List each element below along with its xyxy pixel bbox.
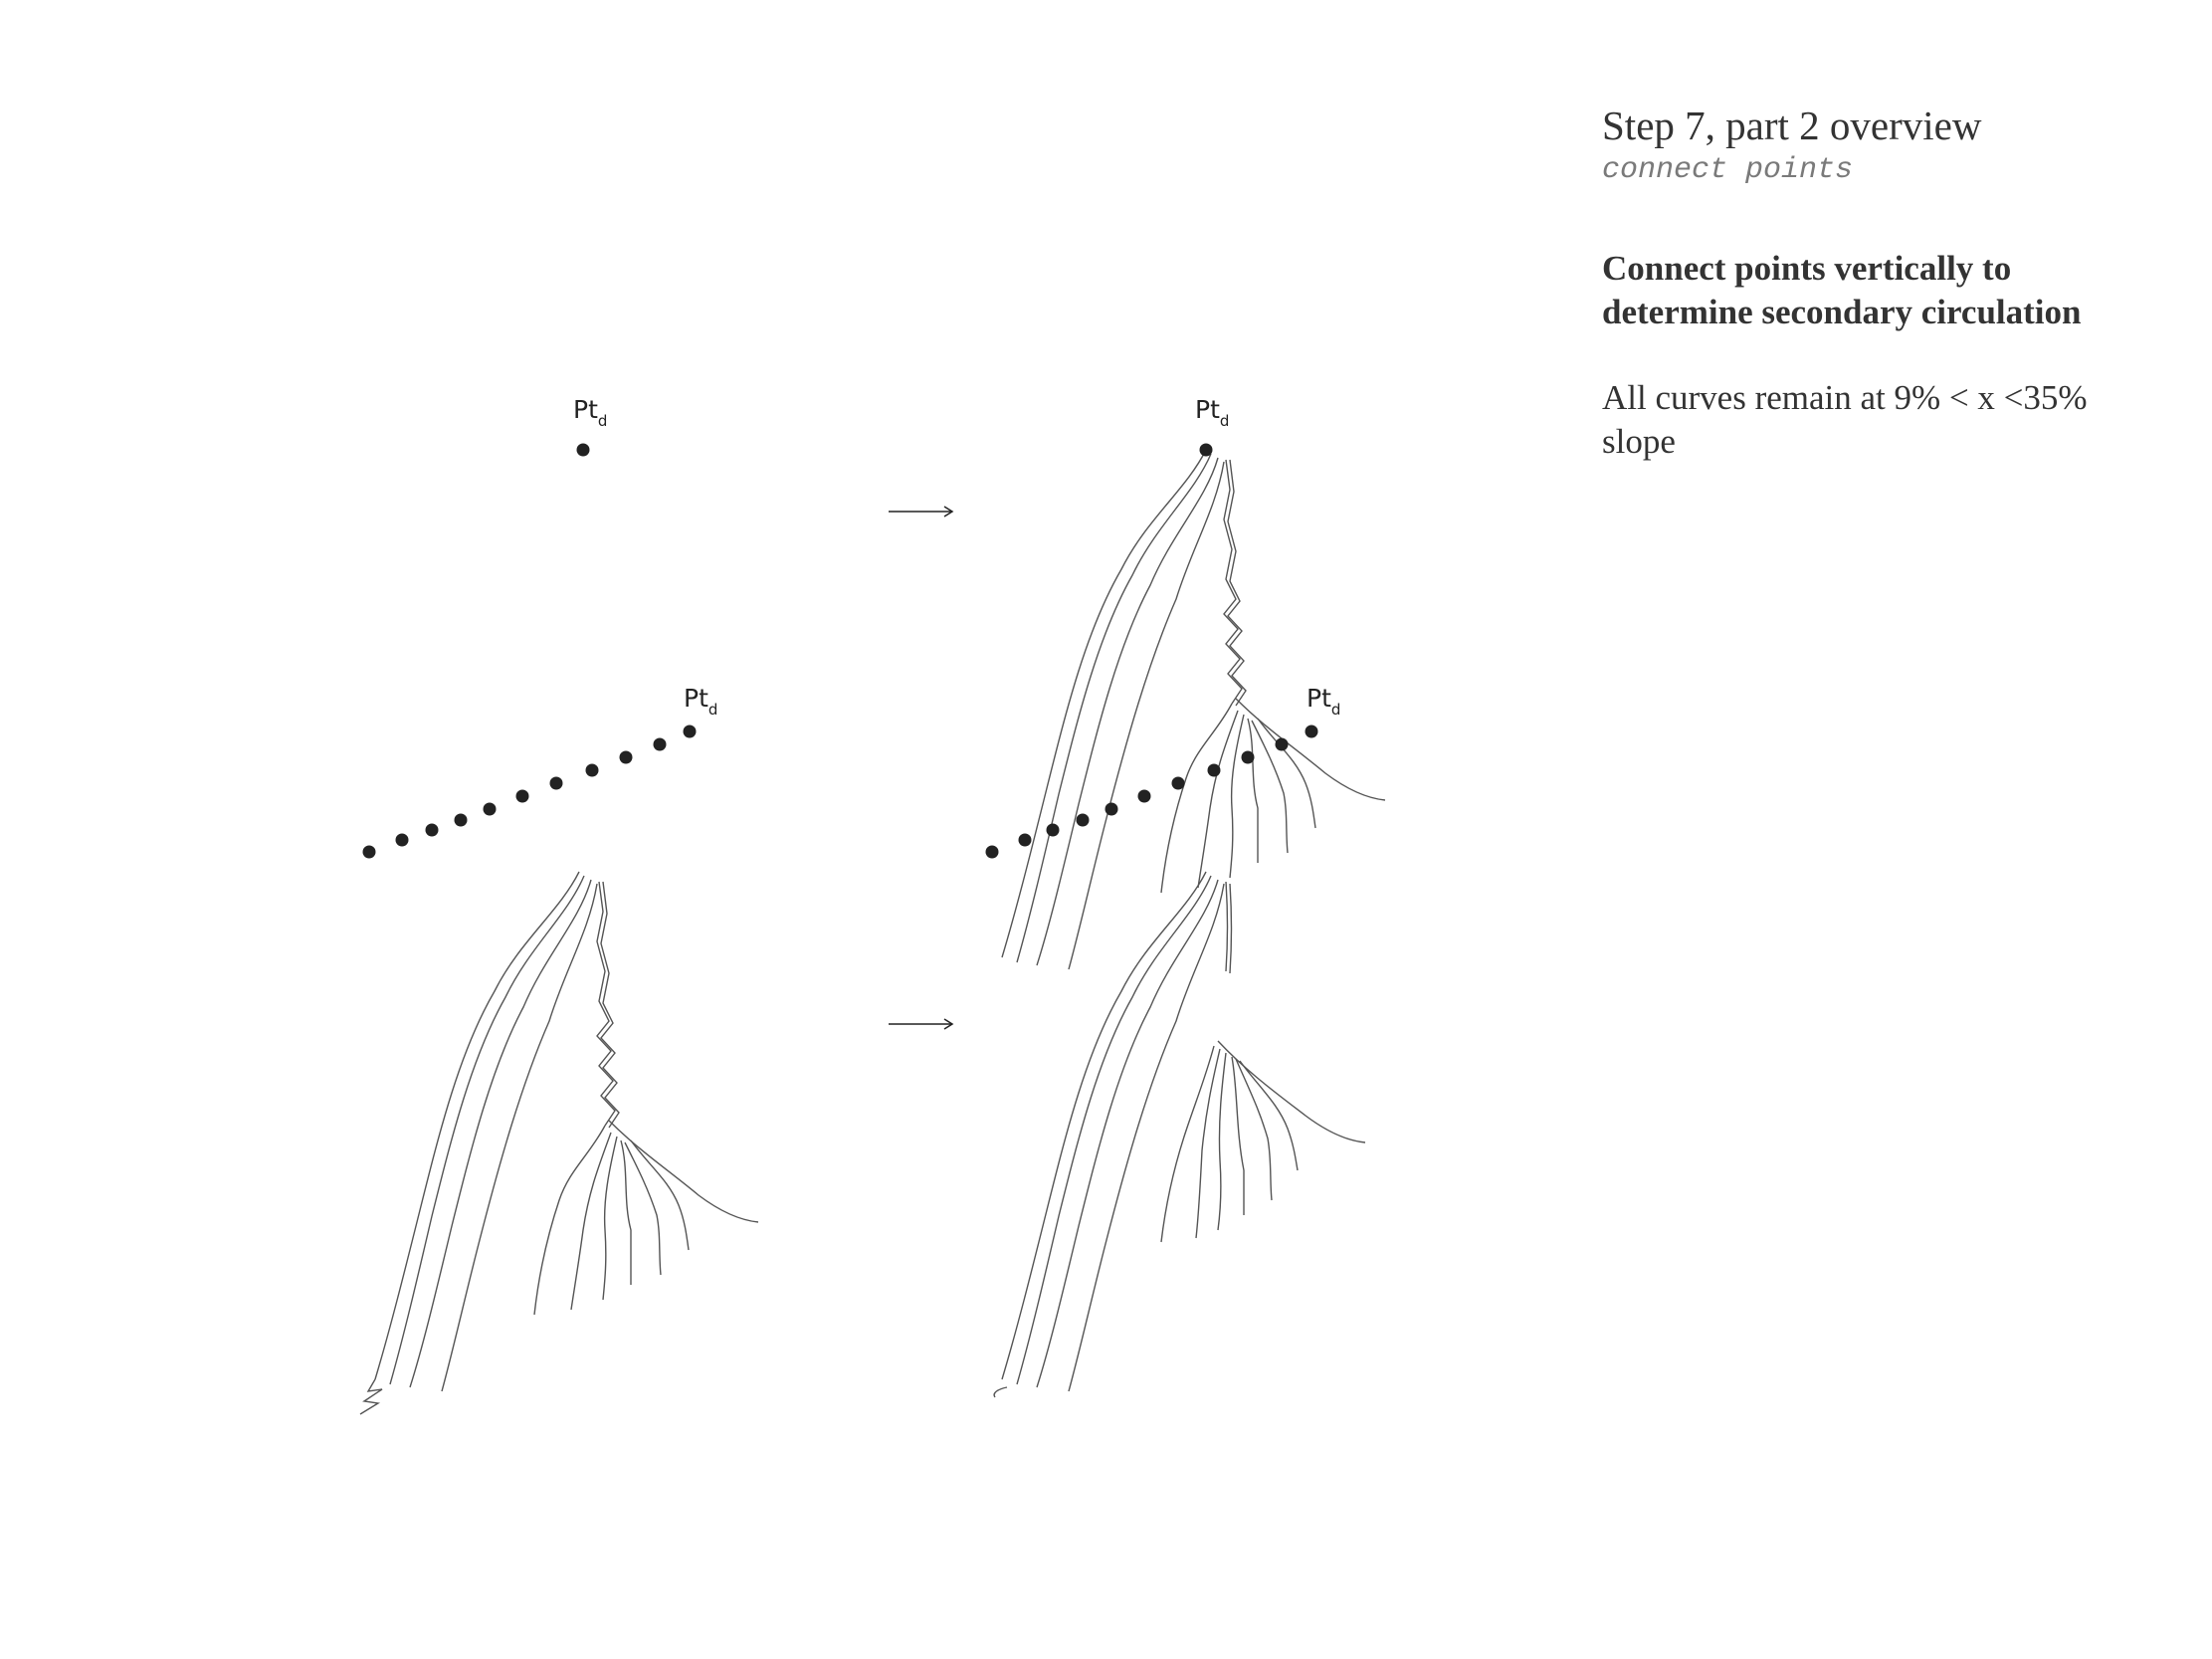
- top-left-points: [363, 444, 697, 859]
- arrow-bottom: [889, 1019, 952, 1029]
- step-title: Step 7, part 2 overview: [1602, 103, 1982, 148]
- point-label-mid-right: $Pt_d$: [1307, 684, 1341, 719]
- section-heading: Connect points vertically to determine secondary circulation: [1602, 249, 2082, 331]
- slope-note: All curves remain at 9% < x <35% slope: [1602, 378, 2088, 461]
- step-subtitle: connect points: [1602, 153, 1854, 187]
- point-label-mid-left: $Pt_d$: [684, 684, 718, 719]
- top-right-points: [986, 444, 1318, 859]
- arrow-top: [889, 507, 952, 517]
- description-panel: [1602, 100, 2159, 464]
- point-label-top-right: $Pt_d$: [1195, 395, 1230, 430]
- bottom-left-curves: [360, 872, 758, 1414]
- bottom-right-curves: [994, 872, 1365, 1397]
- point-label-top-left: $Pt_d$: [573, 395, 608, 430]
